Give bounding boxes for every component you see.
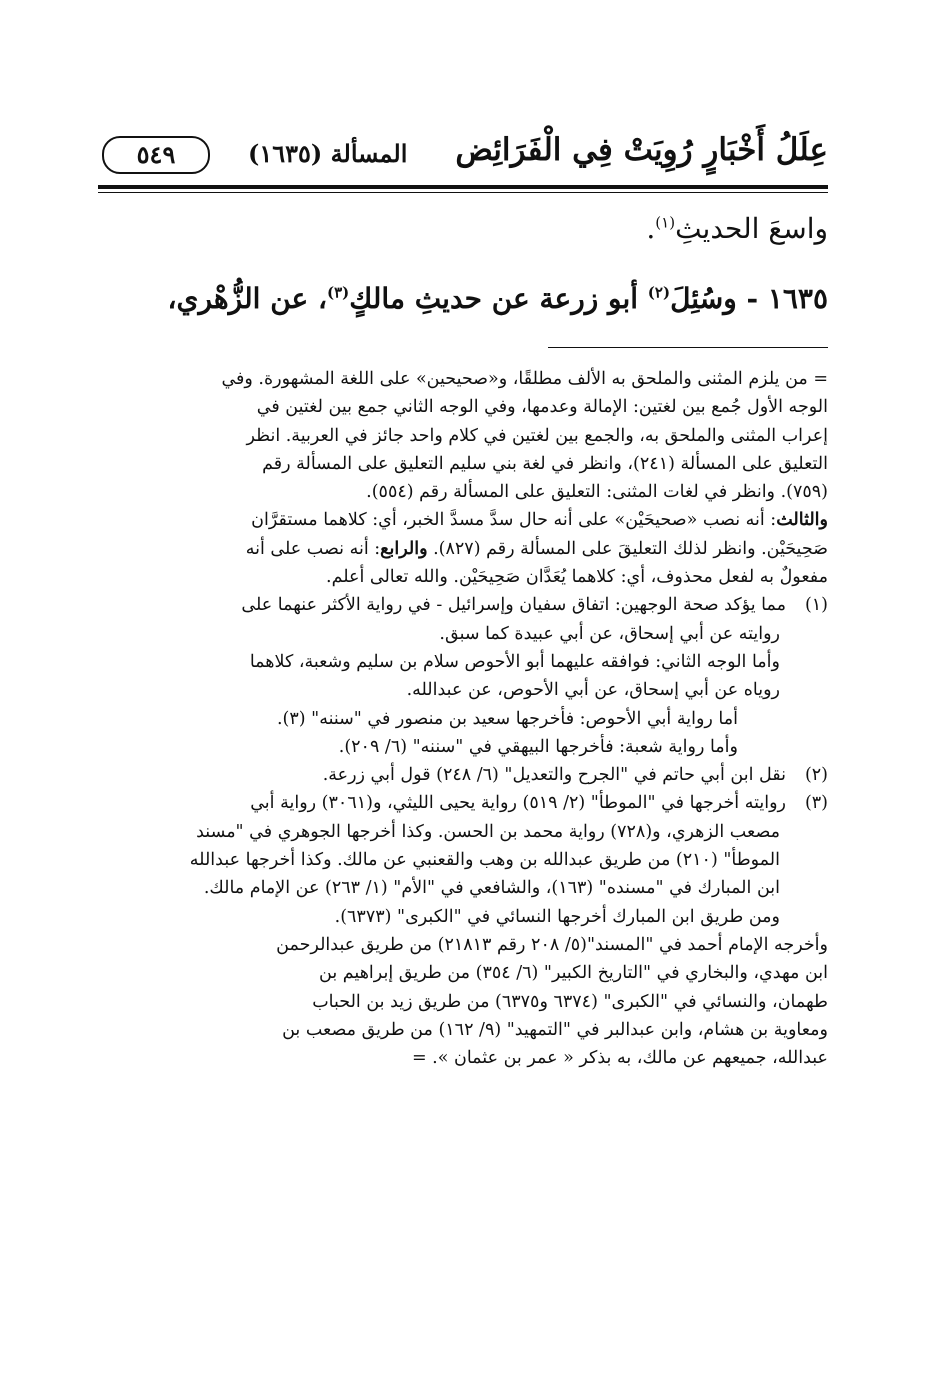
issue-heading-start: ١٦٣٥ - وسُئِلَ — [670, 282, 828, 315]
footnote-text: صَحِيحَيْن. وانظر لذلك التعليقَ على المسألة رقم (٨٢٧). — [427, 538, 828, 559]
footnote-ref: (٢) — [647, 283, 671, 302]
footnote-text: : أنه نصب «صحيحَيْن» على أنه حال سدَّ مسدَّ الخبر، أي: كلاهما مستقرَّان — [251, 510, 777, 531]
footnote-line — [98, 789, 828, 817]
label-third: والثالث — [776, 510, 828, 531]
issue-number: المسألة (١٦٣٥) — [248, 139, 408, 168]
footnote-line: عبدالله، جميعهم عن مالك، به بذكر « عمر بن عثمان ». = — [411, 1048, 828, 1069]
header-rule-thick — [98, 185, 828, 189]
footnote-line: أما رواية أبي الأحوص: فأخرجها سعيد بن منصور في "سننه" (٣). — [276, 708, 738, 729]
footnote-number: (٢) — [804, 765, 828, 786]
footnote-separator — [548, 347, 828, 348]
footnote-line: = من يلزم المثنى والملحق به الألف مطلقًا، و«صحيحين» على اللغة المشهورة. وفي — [221, 369, 828, 389]
footnote-line: مفعولٌ به لفعل محذوف، أي: كلاهما يُعَدَّان صَحِيحَيْن. والله تعالى أعلم. — [326, 567, 828, 588]
footnote-number: (١) — [804, 595, 828, 616]
footnote-ref: (١) — [655, 213, 676, 232]
footnote-line: ابن مهدي، والبخاري في "التاريخ الكبير" (٦/ ٣٥٤) من طريق إبراهيم بن — [319, 963, 828, 984]
footnote-line: ومعاوية بن هشام، وابن عبدالبر في "التمهيد" (٩/ ١٦٢) من طريق مصعب بن — [282, 1019, 828, 1040]
footnote-line: مصعب الزهري، و(٧٢٨) رواية محمد بن الحسن. وكذا أخرجها الجوهري في "مسند — [196, 821, 780, 842]
footnote-line: التعليق على المسألة (٢٤١)، وانظر في لغة بني سليم التعليق على المسألة رقم — [262, 453, 828, 474]
period: . — [646, 212, 656, 245]
page-number-badge: ٥٤٩ — [102, 136, 210, 174]
footnote-line: وأخرجه الإمام أحمد في "المسند"(٥/ ٢٠٨ رقم ٢١٨١٣) من طريق عبدالرحمن — [276, 934, 828, 955]
footnote-line — [98, 761, 828, 789]
footnote-text: روايته أخرجها في "الموطأ" (٢/ ٥١٩) رواية يحيى الليثي، و(٣٠٦١) رواية أبي — [250, 793, 786, 814]
footnote-line — [98, 506, 828, 534]
issue-heading-middle: أبو زرعة عن حديثِ مالكٍ — [349, 282, 648, 315]
main-text: واسعَ الحديثِ — [675, 212, 828, 245]
footnote-line: (٧٥٩). وانظر في لغات المثنى: التعليق على المسألة رقم (٥٥٤). — [366, 482, 828, 503]
footnote-line: وأما الوجه الثاني: فوافقه عليهما أبو الأحوص سلام بن سليم وشعبة، كلاهما — [249, 651, 780, 672]
footnote-line: طهمان، والنسائي في "الكبرى" (٦٣٧٤ و٦٣٧٥) من طريق زيد بن الحباب — [312, 991, 828, 1012]
footnote-line: وأما رواية شعبة: فأخرجها البيهقي في "سننه" (٦/ ٢٠٩). — [338, 736, 738, 757]
footnote-line: روايته عن أبي إسحاق، عن أبي عبيدة كما سبق. — [439, 623, 780, 644]
footnote-line: الموطأ" (٢١٠) من طريق عبدالله بن وهب والقعنبي عن مالك. وكذا أخرجها عبدالله — [189, 850, 780, 871]
issue-heading-end: ، عن الزُّهْري، — [167, 282, 327, 315]
main-text-line — [98, 212, 828, 245]
footnote-line: الوجه الأول جُمع بين لغتين: الإمالة وعدمها، وفي الوجه الثاني جمع بين لغتين في — [256, 397, 828, 418]
footnote-ref: (٣) — [327, 283, 350, 302]
footnote-line: روياه عن أبي إسحاق، عن أبي الأحوص، عن عبدالله. — [406, 680, 780, 701]
footnote-text: نقل ابن أبي حاتم في "الجرح والتعديل" (٦/ ٢٤٨) قول أبي زرعة. — [322, 765, 786, 786]
footnote-line: إعراب المثنى والملحق به، والجمع بين لغتين في كلام واحد جائز في العربية. انظر — [246, 425, 828, 446]
book-title: عِلَلُ أَخْبَارٍ رُوِيَتْ فِي الْفَرَائِض — [455, 132, 828, 168]
footnote-number: (٣) — [804, 793, 828, 814]
header-rule-thin — [98, 192, 828, 193]
footnote-text: : أنه نصب على أنه — [245, 538, 381, 559]
issue-heading-line — [98, 282, 828, 315]
running-header — [98, 130, 828, 182]
label-fourth: والرابع — [380, 538, 428, 559]
footnote-line: ابن المبارك في "مسنده" (١٦٣)، والشافعي في "الأم" (١/ ٢٦٣) عن الإمام مالك. — [203, 878, 780, 899]
footnote-line — [98, 535, 828, 563]
footnote-line — [98, 591, 828, 619]
footnote-text: مما يؤكد صحة الوجهين: اتفاق سفيان وإسرائيل - في رواية الأكثر عنهما على — [241, 595, 786, 616]
footnote-line: ومن طريق ابن المبارك أخرجها النسائي في "الكبرى" (٦٣٧٣). — [334, 906, 780, 927]
footnotes — [98, 365, 828, 1072]
